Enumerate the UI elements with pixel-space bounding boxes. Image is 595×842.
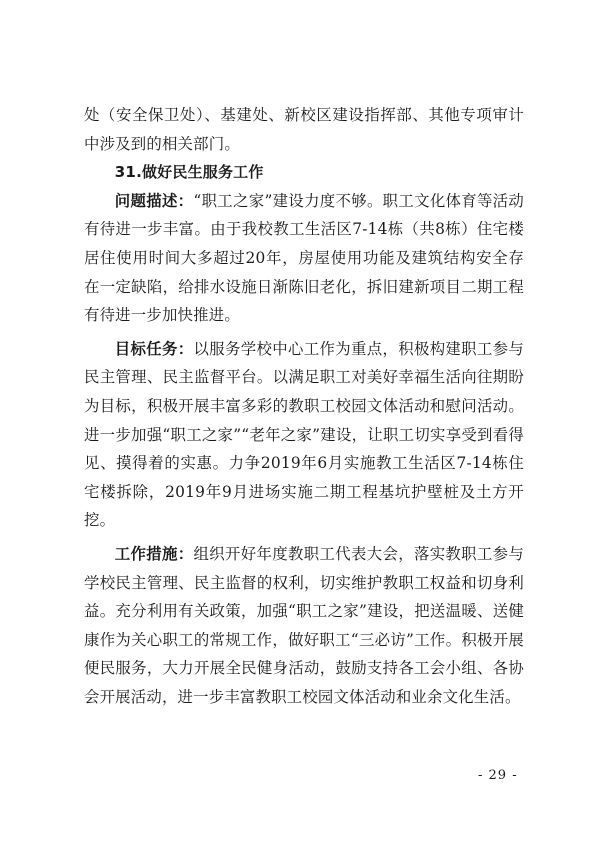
continuation-text: 处（安全保卫处）、基建处、新校区建设指挥部、其他专项审计中涉及到的相关部门。 <box>84 106 524 153</box>
section-heading-paragraph <box>84 158 524 187</box>
goal-paragraph <box>84 335 524 535</box>
issue-text: “职工之家”建设力度不够。职工文化体育等活动有待进一步丰富。由于我校教工生活区7-14栋（共8栋）住宅楼居住使用时间大多超过20年，房屋使用功能及建筑结构安全存在一定缺陷，给排水设施日渐陈旧老化，拆旧建新项目二期工程有待进一步加快推进。 <box>84 191 524 325</box>
document-body <box>84 101 524 711</box>
page-number: - 29 - <box>478 768 518 783</box>
measures-paragraph <box>84 540 524 712</box>
goal-label: 目标任务： <box>114 339 194 358</box>
measures-label: 工作措施： <box>114 544 194 563</box>
measures-text: 组织开好年度教职工代表大会，落实教职工参与学校民主管理、民主监督的权利，切实维护教职工权益和切身利益。充分利用有关政策，加强“职工之家”建设，把送温暖、送健康作为关心职工的常规工作，做好职工“三必访”工作。积极开展便民服务，大力开展全民健身活动，鼓励支持各工会小组、各协会开展活动，进一步丰富教职工校园文体活动和业余文化生活。 <box>84 544 524 706</box>
issue-label: 问题描述： <box>114 191 194 210</box>
continuation-paragraph <box>84 101 524 158</box>
section-heading: 31.做好民生服务工作 <box>114 163 264 182</box>
goal-text: 以服务学校中心工作为重点，积极构建职工参与民主管理、民主监督平台。以满足职工对美好幸福生活向往期盼为目标，积极开展丰富多彩的教职工校园文体活动和慰问活动。进一步加强“职工之家”“老年之家”建设，让职工切实享受到看得见、摸得着的实惠。力争2019年6月实施教工生活区7-14栋住宅楼拆除，2019年9月进场实施二期工程基坑护壁桩及土方开挖。 <box>84 339 524 530</box>
issue-paragraph <box>84 187 524 330</box>
